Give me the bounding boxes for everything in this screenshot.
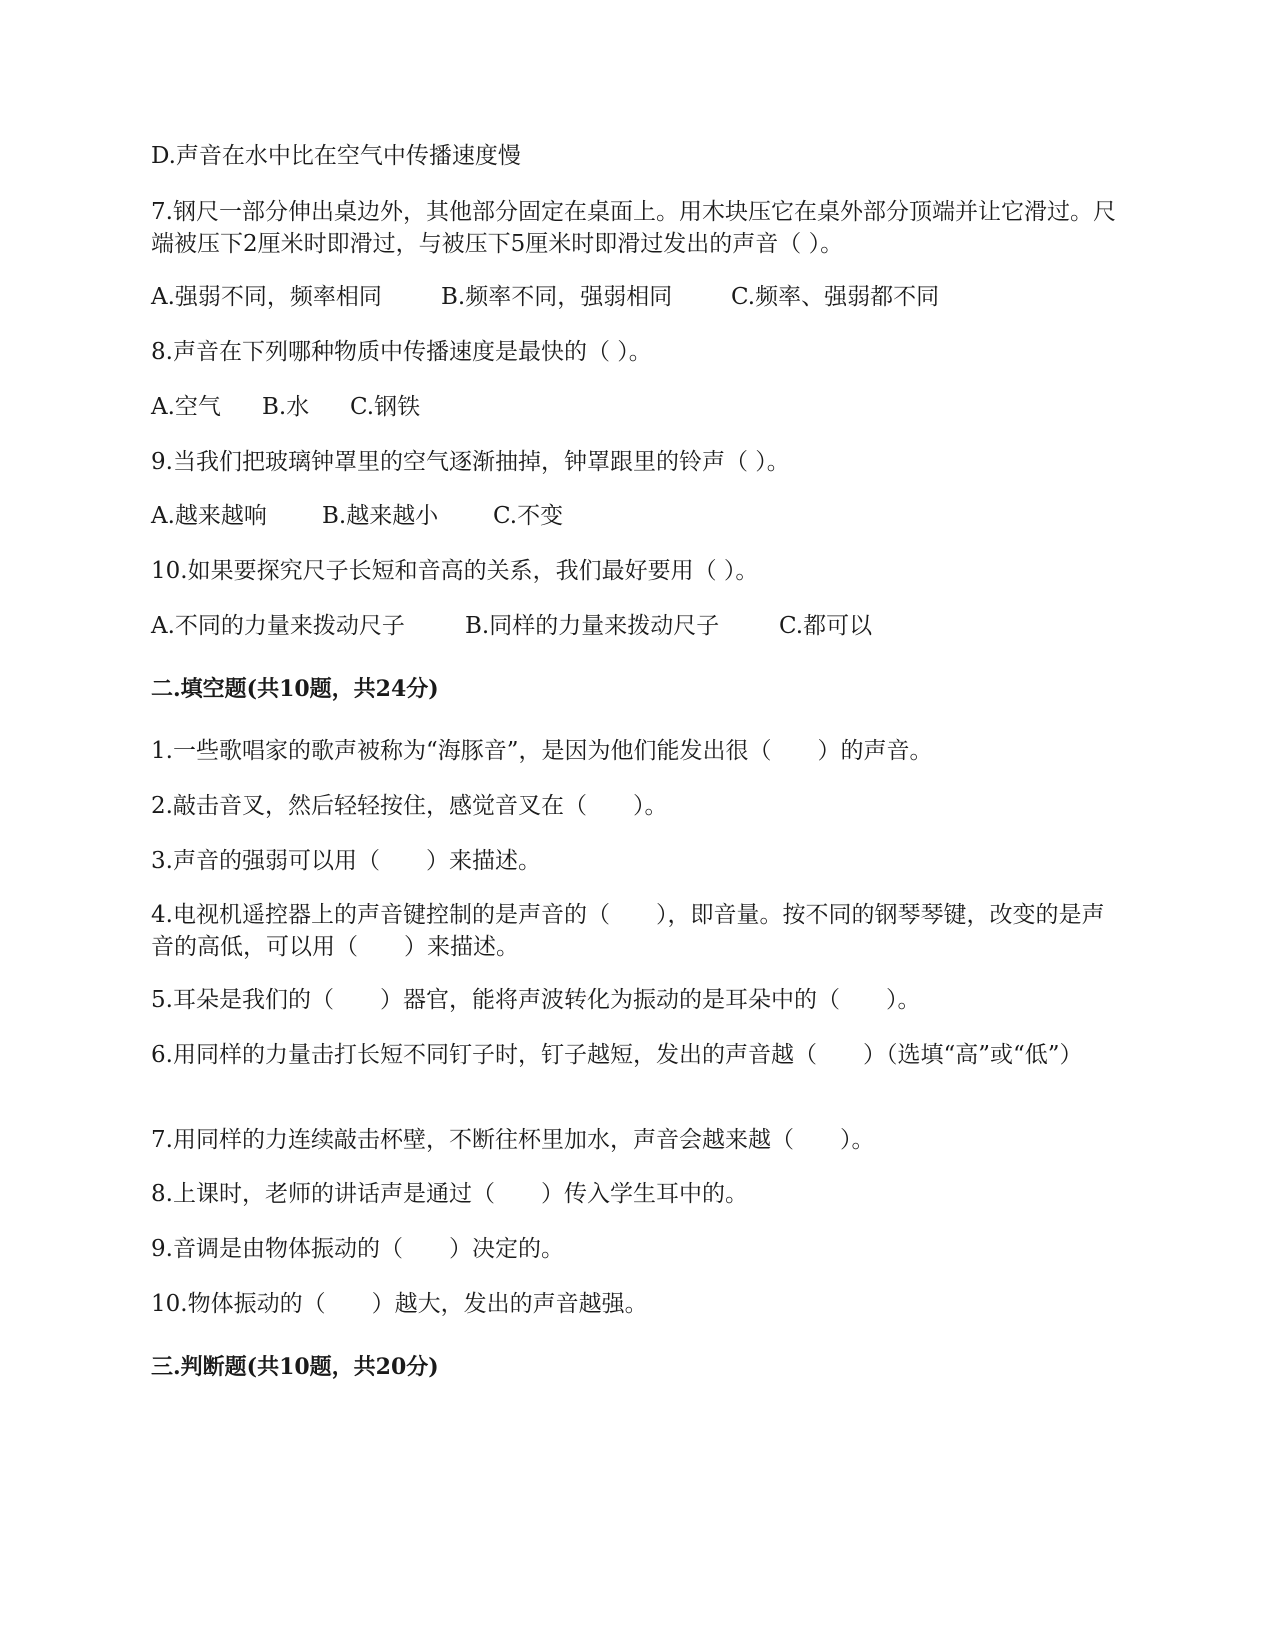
q7-options — [151, 281, 939, 313]
section2-heading: 二.填空题(共10题，共24分) — [151, 676, 439, 702]
fill-question-1: 1.一些歌唱家的歌声被称为“海豚音”，是因为他们能发出很（ ）的声音。 — [151, 738, 933, 764]
q10-option-b: B.同样的力量来拨动尺子 — [465, 613, 720, 639]
q7-option-b: B.频率不同，强弱相同 — [441, 284, 673, 310]
q9-text: 9.当我们把玻璃钟罩里的空气逐渐抽掉，钟罩跟里的铃声（ ）。 — [151, 449, 790, 475]
fill-question-10: 10.物体振动的（ ）越大，发出的声音越强。 — [151, 1291, 648, 1317]
q9-options — [151, 500, 563, 532]
section3-heading: 三.判断题(共10题，共20分) — [151, 1354, 439, 1380]
document-page — [151, 0, 1131, 1650]
q7-option-c: C.频率、强弱都不同 — [731, 284, 940, 310]
fill-question-2: 2.敲击音叉，然后轻轻按住，感觉音叉在（ ）。 — [151, 793, 668, 819]
fill-question-8: 8.上课时，老师的讲话声是通过（ ）传入学生耳中的。 — [151, 1181, 748, 1207]
q9-option-c: C.不变 — [493, 503, 564, 529]
fill-question-5: 5.耳朵是我们的（ ）器官，能将声波转化为振动的是耳朵中的（ ）。 — [151, 987, 921, 1013]
q7-option-a: A.强弱不同，频率相同 — [151, 284, 382, 310]
fill-question-3: 3.声音的强弱可以用（ ）来描述。 — [151, 848, 541, 874]
q7-text: 7.钢尺一部分伸出桌边外，其他部分固定在桌面上。用木块压它在桌外部分顶端并让它滑过。尺端被压下2厘米时即滑过，与被压下5厘米时即滑过发出的声音（ ）。 — [151, 199, 1116, 257]
q10-text: 10.如果要探究尺子长短和音高的关系，我们最好要用（ ）。 — [151, 558, 759, 584]
q9-option-a: A.越来越响 — [151, 503, 267, 529]
fill-question-4: 4.电视机遥控器上的声音键控制的是声音的（ ），即音量。按不同的钢琴琴键，改变的是声音的高低，可以用（ ）来描述。 — [151, 902, 1105, 960]
q10-option-c: C.都可以 — [779, 613, 873, 639]
fill-question-6: 6.用同样的力量击打长短不同钉子时，钉子越短，发出的声音越（ ）（选填“高”或“低”） — [151, 1042, 1083, 1068]
q8-text: 8.声音在下列哪种物质中传播速度是最快的（ ）。 — [151, 339, 652, 365]
fill-question-7: 7.用同样的力连续敲击杯壁，不断往杯里加水，声音会越来越（ ）。 — [151, 1127, 875, 1153]
q8-option-c: C.钢铁 — [350, 394, 421, 420]
q10-option-a: A.不同的力量来拨动尺子 — [151, 613, 405, 639]
q9-option-b: B.越来越小 — [322, 503, 439, 529]
q8-option-a: A.空气 — [151, 394, 221, 420]
q10-options — [151, 610, 872, 642]
q6-option-d: D.声音在水中比在空气中传播速度慢 — [151, 143, 521, 169]
fill-question-9: 9.音调是由物体振动的（ ）决定的。 — [151, 1236, 564, 1262]
q8-option-b: B.水 — [262, 394, 310, 420]
q8-options — [151, 391, 420, 423]
